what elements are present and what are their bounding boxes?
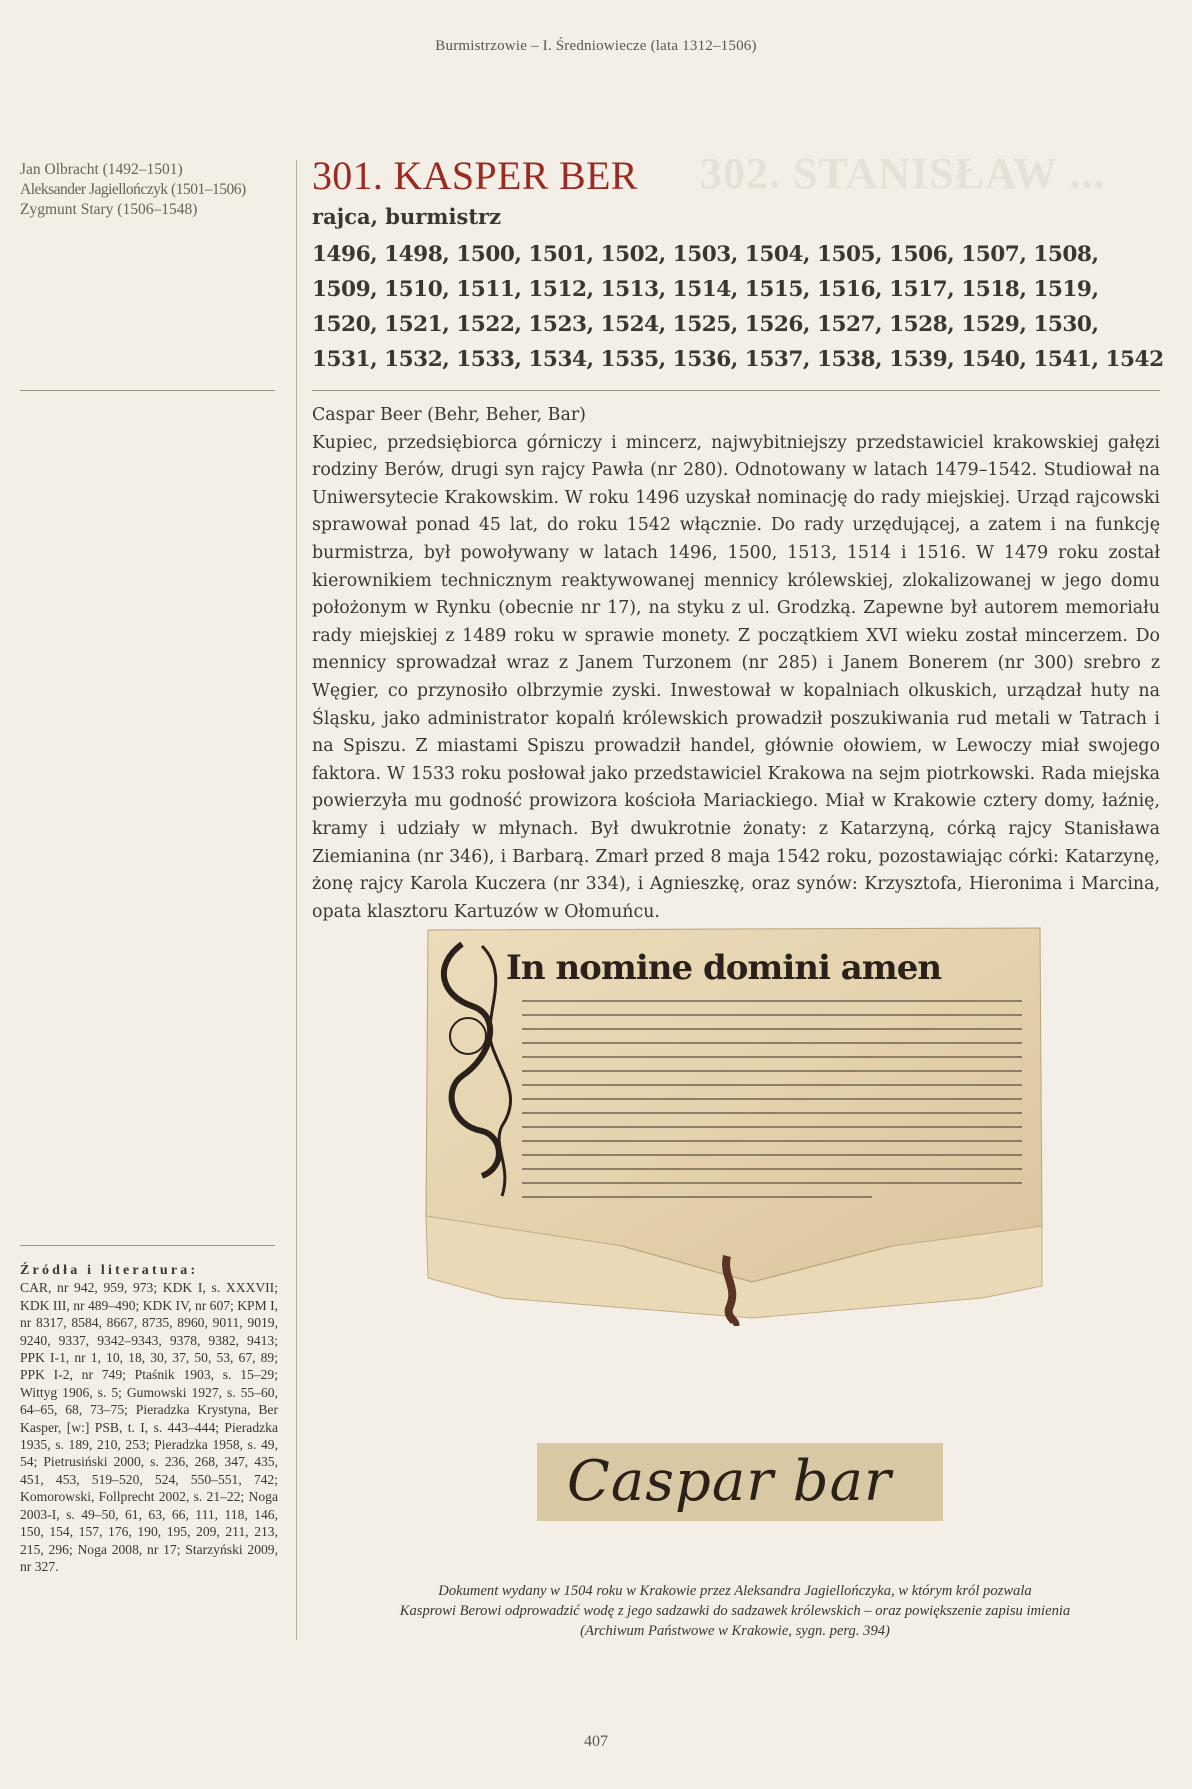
caption-line: (Archiwum Państwowe w Krakowie, sygn. perg. 394) [580, 1623, 890, 1639]
ruler-item: Jan Olbracht (1492–1501) [20, 161, 183, 178]
biography-text: Kupiec, przedsiębiorca górniczy i mincerz, najwybitniejszy przedstawiciel krakowskiej gałęzi rodziny Berów, drugi syn rajcy Pawła (nr 280). Odnotowany w latach 1479–1542. Studiował na Uniwersytecie Krakowskim. W roku 1496 uzyskał nominację do rady miejskiej. Urząd rajcowski sprawował ponad 45 lat, do roku 1542 włącznie. Do rady urzędującej, a zatem i na funkcję burmistrza, był powoływany w latach 1496, 1500, 1513, 1514 i 1516. W 1479 roku został kierownikiem technicznym reaktywowanej mennicy królewskiej, zlokalizowanej w jego domu położonym w Rynku (obecnie nr 17), na styku z ul. Grodzką. Zapewne był autorem memoriału rady miejskiej z 1489 roku w sprawie monety. Z początkiem XVI wieku został mincerzem. Do mennicy sprowadzał wraz z Janem Turzonem (nr 285) i Janem Bonerem (nr 300) srebro z Węgier, co przynosiło olbrzymie zyski. Inwestował w kopalniach olkuskich, urządzał huty na Śląsku, jako administrator kopalń królewskich prowadził poszukiwania rud metali w Tatrach i na Spiszu. Z miastami Spiszu prowadził handel, głównie ołowiem, w Lewoczy miał swojego faktora. W 1533 roku posłował jako przedstawiciel Krakowa na sejm piotrkowski. Rada miejska powierzyła mu godność prowizora kościoła Mariackiego. Miał w Krakowie cztery domy, łaźnię, kramy i udziały w młynach. Był dwukrotnie żonaty: z Katarzyną, córką rajcy Stanisława Ziemianina (nr 346), i Barbarą. Zmarł przed 8 maja 1542 roku, pozostawiając córki: Katarzynę, żonę rajcy Karola Kuczera (nr 334), i Agnieszkę, oraz synów: Krzysztofa, Hieronima i Marcina, opata klasztoru Kartuzów w Ołomuńcu. [312, 432, 1160, 922]
running-head: Burmistrzowie – I. Średniowiecze (lata 1312–1506) [435, 38, 757, 54]
column-divider [296, 160, 297, 1640]
caption-line: Dokument wydany w 1504 roku w Krakowie przez Aleksandra Jagiellończyka, w którym król pozwala [438, 1583, 1032, 1599]
ruler-item: Aleksander Jagiellończyk (1501–1506) [20, 181, 246, 198]
divider [20, 390, 275, 391]
document-text-lines [522, 1000, 1022, 1210]
caption-line: Kasprowi Berowi odprowadzić wodę z jego sadzawki do sadzawek królewskich – oraz powiększenie zapisu imienia [399, 1603, 1071, 1619]
document-image [422, 926, 1046, 1326]
ruler-item: Zygmunt Stary (1506–1548) [20, 201, 198, 218]
signature-enlargement [537, 1443, 943, 1521]
bleed-through-ghost: 302. STANISŁAW ... [700, 149, 1106, 198]
entry-years: 1496, 1498, 1500, 1501, 1502, 1503, 1504, 1505, 1506, 1507, 1508, 1509, 1510, 1511, 1512, 1513, 1514, 1515, 1516, 1517, 1518, 1519, 1520, 1521, 1522, 1523, 1524, 1525, 1526, 1527, 1528, 1529, 1530, 1531, 1532, 1533, 1534, 1535, 1536, 1537, 1538, 1539, 1540, 1541, 1542 [312, 242, 1164, 372]
sources-text: CAR, nr 942, 959, 973; KDK I, s. XXXVII; KDK III, nr 489–490; KDK IV, nr 607; KPM I, nr 8317, 8584, 8667, 8735, 8960, 9011, 9019, 9240, 9337, 9342–9343, 9378, 9382, 9413; PPK I-1, nr 1, 10, 18, 30, 37, 50, 53, 67, 89; PPK I-2, nr 749; Ptaśnik 1903, s. 15–29; Wittyg 1906, s. 5; Gumowski 1927, s. 55–60, 64–65, 68, 73–75; Pieradzka Krystyna, Ber Kasper, [w:] PSB, t. I, s. 443–444; Pieradzka 1935, s. 189, 210, 253; Pieradzka 1958, s. 49, 54; Pietrusiński 2000, s. 236, 268, 347, 435, 451, 453, 519–520, 524, 550–551, 742; Komorowski, Follprecht 2002, s. 21–22; Noga 2003-I, s. 49–50, 61, 63, 66, 111, 118, 146, 150, 154, 157, 176, 190, 195, 209, 211, 213, 215, 296; Noga 2008, nr 17; Starzyński 2009, nr 327. [20, 1280, 279, 1574]
biography [312, 402, 1160, 926]
divider [312, 390, 1160, 391]
entry-role: rajca, burmistrz [312, 204, 502, 229]
figure-caption [310, 1581, 1160, 1641]
entry-title: 301. KASPER BER [312, 153, 638, 198]
divider [20, 1245, 275, 1246]
sources-title: Źródła i literatura: [20, 1263, 199, 1278]
sources [20, 1262, 278, 1575]
ruler-list [20, 160, 275, 220]
name-variants: Caspar Beer (Behr, Beher, Bar) [312, 405, 586, 425]
signature-text: Caspar bar [567, 1449, 892, 1514]
page-number: 407 [584, 1733, 608, 1750]
document-incipit: In nomine domini amen [506, 948, 942, 988]
